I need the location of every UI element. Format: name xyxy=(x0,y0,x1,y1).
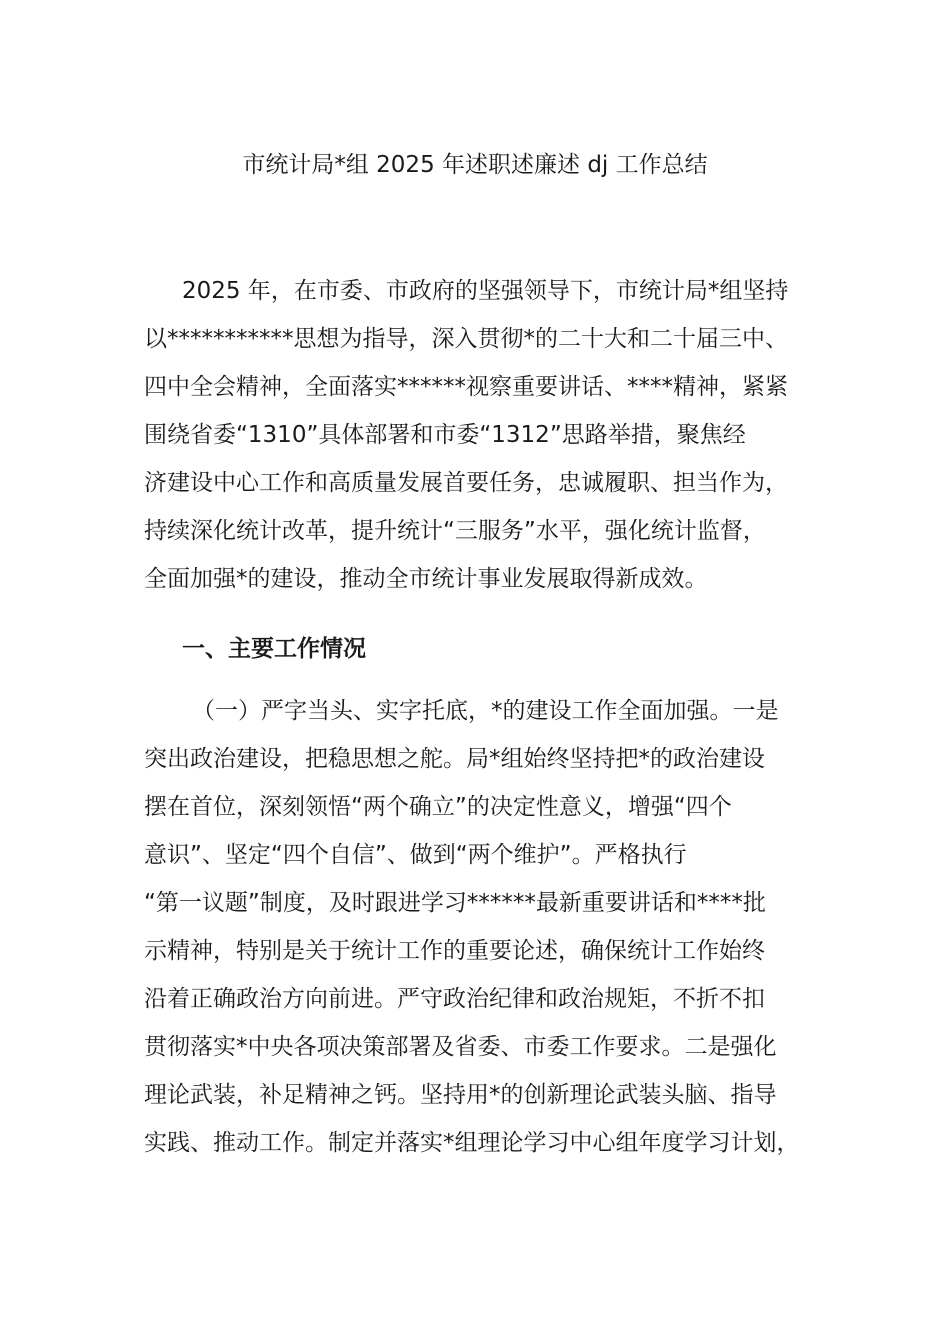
body-line: 贯彻落实*中央各项决策部署及省委、市委工作要求。二是强化 xyxy=(144,1034,777,1060)
intro-line: 以***********思想为指导，深入贯彻*的二十大和二十届三中、 xyxy=(144,326,788,352)
body-line: 沿着正确政治方向前进。严守政治纪律和政治规矩，不折不扣 xyxy=(144,986,765,1012)
body-line: “第一议题”制度，及时跟进学习******最新重要讲话和****批 xyxy=(144,890,766,916)
intro-line: 四中全会精神，全面落实******视察重要讲话、****精神，紧紧 xyxy=(144,374,788,400)
body-line: 理论武装，补足精神之钙。坚持用*的创新理论武装头脑、指导 xyxy=(144,1082,777,1108)
intro-line: 围绕省委“1310”具体部署和市委“1312”思路举措，聚焦经 xyxy=(144,422,746,448)
body-line: 摆在首位，深刻领悟“两个确立”的决定性意义，增强“四个 xyxy=(144,794,732,820)
intro-line: 济建设中心工作和高质量发展首要任务，忠诚履职、担当作为， xyxy=(144,470,788,496)
intro-line: 全面加强*的建设，推动全市统计事业发展取得新成效。 xyxy=(144,566,708,592)
intro-line: 2025 年，在市委、市政府的坚强领导下，市统计局*组坚持 xyxy=(182,278,789,304)
body-line: 意识”、坚定“四个自信”、做到“两个维护”。严格执行 xyxy=(144,842,687,868)
body-line: （一）严字当头、实字托底，*的建设工作全面加强。一是 xyxy=(192,698,779,724)
body-line: 突出政治建设，把稳思想之舵。局*组始终坚持把*的政治建设 xyxy=(144,746,765,772)
section-heading: 一、主要工作情况 xyxy=(182,636,366,662)
intro-line: 持续深化统计改革，提升统计“三服务”水平，强化统计监督， xyxy=(144,518,766,544)
document-title: 市统计局*组 2025 年述职述廉述 dj 工作总结 xyxy=(242,152,708,178)
body-line: 示精神，特别是关于统计工作的重要论述，确保统计工作始终 xyxy=(144,938,765,964)
body-line: 实践、推动工作。制定并落实*组理论学习中心组年度学习计划， xyxy=(144,1130,800,1156)
